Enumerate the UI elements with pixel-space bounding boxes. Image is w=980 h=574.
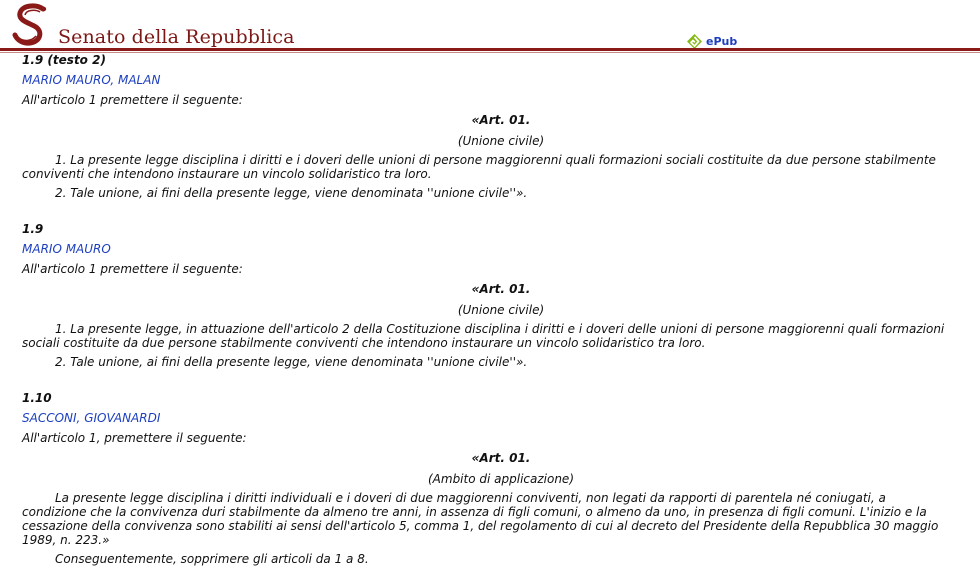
amendment bbox=[0, 389, 980, 569]
author-link[interactable]: MARIO MAURO bbox=[22, 73, 111, 87]
author-link[interactable]: MARIO MAURO bbox=[22, 242, 111, 256]
amendment-number: 1.10 bbox=[22, 391, 52, 405]
senate-s-logo-icon[interactable] bbox=[10, 3, 54, 47]
article-title: «Art. 01. bbox=[471, 451, 531, 465]
article-paragraph: 2. Tale unione, ai fini della presente legge, viene denominata ''unione civile''». bbox=[55, 355, 528, 369]
author-link[interactable]: GIOVANARDI bbox=[84, 411, 161, 425]
article-paragraph: 1. La presente legge, in attuazione dell'articolo 2 della Costituzione disciplina i diritti e i doveri delle unioni di persone maggiorenni quali formazioni sociali costituite da due persone stabilmente conviventi che intendono instaurare un vincolo solidaristico tra loro. bbox=[22, 322, 945, 350]
amendment-intro: All'articolo 1 premettere il seguente: bbox=[22, 93, 243, 107]
amendment-authors: MARIO MAURO, MALAN bbox=[22, 73, 161, 87]
article-rubric: (Ambito di applicazione) bbox=[427, 472, 574, 486]
site-title[interactable]: Senato della Repubblica bbox=[58, 26, 295, 48]
article-rubric: (Unione civile) bbox=[457, 303, 545, 317]
article-paragraph: 1. La presente legge disciplina i diritti e i doveri delle unioni di persone maggiorenni quali formazioni sociali costituite da due persone stabilmente conviventi che intendono instaurare un vincolo solidaristico tra loro. bbox=[22, 153, 936, 181]
author-link[interactable]: SACCONI bbox=[22, 411, 77, 425]
amendment-intro: All'articolo 1 premettere il seguente: bbox=[22, 262, 243, 276]
amendment-authors: SACCONI, GIOVANARDI bbox=[22, 411, 161, 425]
epub-label: ePub bbox=[706, 34, 738, 48]
amendment-number: 1.9 bbox=[22, 222, 44, 236]
site-header bbox=[0, 0, 980, 53]
amendment-number: 1.9 (testo 2) bbox=[22, 53, 106, 67]
amendment-authors bbox=[22, 239, 980, 259]
header-divider bbox=[0, 48, 980, 51]
article-paragraph: La presente legge disciplina i diritti individuali e i doveri di due maggiorenni conviventi, non legati da rapporti di parentela né coniugati, a condizione che la convivenza duri stabilmente da almeno tre anni, in assenza di figli comuni, o almeno da uno, in presenza di figli comuni. L'inizio e la cessazione della convivenza sono stabiliti ai sensi dell'articolo 5, comma 1, del regolamento di cui al decreto del Presidente della Repubblica 30 maggio 1989, n. 223.» bbox=[22, 491, 939, 547]
article-rubric: (Unione civile) bbox=[457, 134, 545, 148]
article-title: «Art. 01. bbox=[471, 282, 531, 296]
article-paragraph: 2. Tale unione, ai fini della presente legge, viene denominata ''unione civile''». bbox=[55, 186, 528, 200]
amendment bbox=[0, 220, 980, 372]
header-divider-shadow bbox=[0, 52, 980, 53]
amendment bbox=[0, 53, 980, 203]
document-body bbox=[0, 53, 980, 574]
article-paragraph: Conseguentemente, sopprimere gli articoli da 1 a 8. bbox=[55, 552, 369, 566]
amendment-intro: All'articolo 1, premettere il seguente: bbox=[22, 431, 247, 445]
epub-icon bbox=[686, 33, 703, 50]
author-link[interactable]: MALAN bbox=[117, 73, 161, 87]
article-title: «Art. 01. bbox=[471, 113, 531, 127]
